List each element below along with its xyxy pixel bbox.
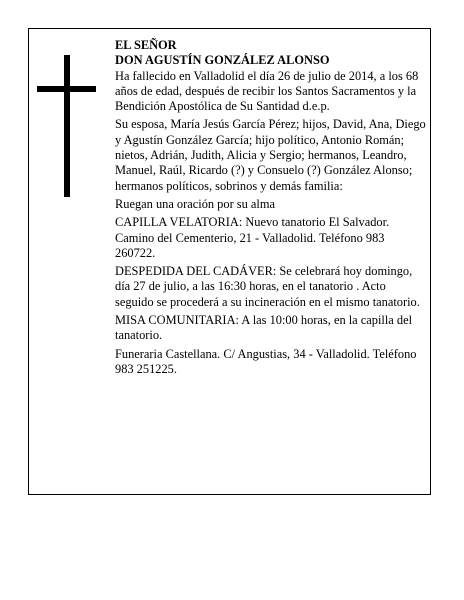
cross-icon-bar [37,86,96,92]
chapel-paragraph: CAPILLA VELATORIA: Nuevo tanatorio El Salvador. Camino del Cementerio, 21 - Valladolid. Teléfono 983 260722. [115,215,390,260]
obituary-text [115,38,427,380]
cross-icon [64,55,70,197]
funeral-home-paragraph: Funeraria Castellana. C/ Angustias, 34 - Valladolid. Teléfono 983 251225. [115,346,417,376]
farewell-paragraph: DESPEDIDA DEL CADÁVER: Se celebrará hoy domingo, día 27 de julio, a las 16:30 horas, en el tanatorio . Acto seguido se procederá a su incineración en el mismo tanatorio. [115,264,420,309]
deceased-name: DON AGUSTÍN GONZÁLEZ ALONSO [115,53,330,68]
mass-paragraph: MISA COMUNITARIA: A las 10:00 horas, en la capilla del tanatorio. [115,313,413,343]
family-paragraph: Su esposa, María Jesús García Pérez; hijos, David, Ana, Diego y Agustín González García; hijo político, Antonio Román; nietos, Adrián, Judith, Alicia y Sergio; hermanos, Leandro, Manuel, Raúl, Ricardo (?) y Consuelo (?) González Alonso; hermanos políticos, sobrinos y demás familia: [115,117,426,193]
title-line1: EL SEÑOR [115,38,177,52]
prayer-line: Ruegan una oración por su alma [115,196,275,211]
death-paragraph: Ha fallecido en Valladolid el día 26 de julio de 2014, a los 68 años de edad, después de recibir los Santos Sacramentos y la Bendición Apostólica de Su Santidad d.e.p. [115,68,419,114]
